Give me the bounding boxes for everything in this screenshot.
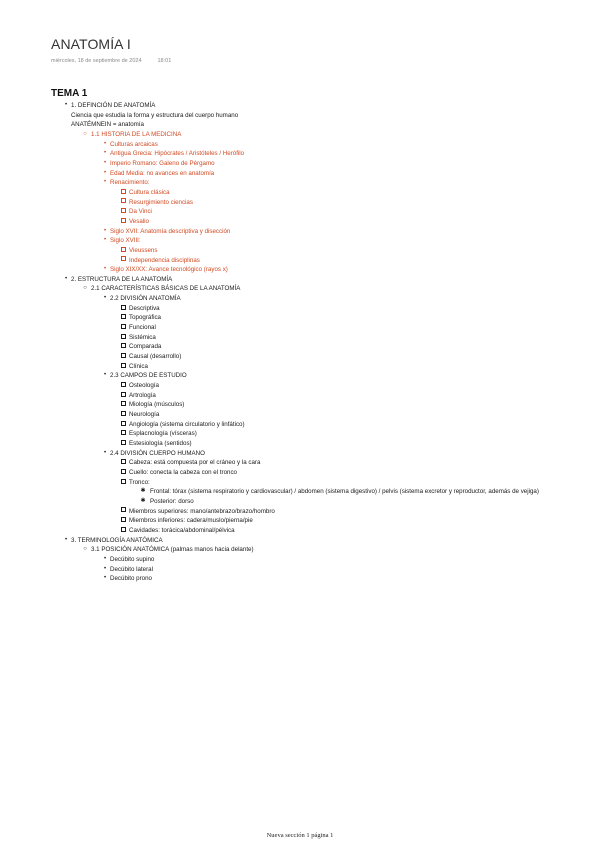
bullet-square-icon (119, 217, 127, 227)
outline-item: • Siglo XVII: Anatomía descriptiva y disección (62, 227, 592, 237)
bullet-square-icon (119, 391, 127, 401)
bullet-dot-icon: • (103, 227, 107, 234)
page-footer: Nueva sección 1 página 1 (266, 832, 334, 839)
outline-text: ANATÉMNEIN = anatomía (71, 121, 144, 129)
outline-item: Sistémica (62, 333, 592, 343)
bullet-square-icon (119, 333, 127, 343)
bullet-square-icon (119, 246, 127, 256)
outline-item: • 2.2 DIVISIÓN ANATOMÍA (62, 294, 592, 304)
bullet-dot-icon: • (103, 266, 107, 273)
outline-item: Independencia disciplinas (62, 256, 592, 266)
outline-item: Funcional (62, 323, 592, 333)
bullet-dot-icon: • (64, 102, 68, 108)
page-meta (51, 58, 171, 64)
bullet-square-icon (119, 468, 127, 478)
bullet-square-icon (119, 400, 127, 410)
outline-item: Vieussens (62, 246, 592, 256)
outline-item: Topográfica (62, 313, 592, 323)
outline-item: • Culturas arcaicas (62, 140, 592, 150)
bullet-square-icon (119, 256, 127, 266)
bullet-square-icon (119, 323, 127, 333)
bullet-dot-icon: • (64, 275, 68, 282)
bullet-square-icon (119, 429, 127, 439)
bullet-dot-icon: • (103, 449, 107, 456)
page-date: miércoles, 18 de septiembre de 2024 (51, 58, 142, 64)
outline-item: Vesalio (62, 217, 592, 227)
outline-item: • Siglo XIX/XX: Avance tecnológico (rayos x) (62, 265, 592, 275)
outline-item: ○ 1.1 HISTORIA DE LA MEDICINA (62, 130, 592, 140)
bullet-dot-icon: • (103, 159, 107, 166)
outline-item: Miembros superiores: mano/antebrazo/brazo/hombro (62, 507, 592, 517)
bullet-dot-icon: • (103, 575, 107, 582)
bullet-dot-icon: • (103, 169, 107, 176)
outline-item: • Imperio Romano: Galeno de Pérgamo (62, 159, 592, 169)
outline-item: • 1. DEFINCIÓN DE ANATOMÍA (62, 101, 592, 111)
bullet-square-icon (119, 313, 127, 323)
outline-item: • 2. ESTRUCTURA DE LA ANATOMÍA (62, 275, 592, 285)
bullet-square-icon (119, 410, 127, 420)
outline-item: Cavidades: torácica/abdominal/pélvica (62, 526, 592, 536)
outline-item: Miembros inferiores: cadera/muslo/pierna/pie (62, 516, 592, 526)
bullet-dot-icon: • (64, 536, 68, 543)
bullet-square-icon (119, 458, 127, 468)
bullet-circle-icon: ○ (83, 130, 87, 137)
bullet-dot-icon: • (103, 150, 107, 157)
outline-item: Estesiología (sentidos) (62, 439, 592, 449)
bullet-star-icon: ✱ (140, 488, 146, 495)
outline-item: Da Vinci (62, 207, 592, 217)
bullet-square-icon (119, 478, 127, 488)
bullet-square-icon (119, 526, 127, 536)
outline-item: • Decúbito lateral (62, 565, 592, 575)
outline-item: Osteología (62, 381, 592, 391)
outline-item: Miología (músculos) (62, 400, 592, 410)
outline-item: • 2.3 CAMPOS DE ESTUDIO (62, 371, 592, 381)
bullet-square-icon (119, 507, 127, 517)
bullet-square-icon (119, 207, 127, 217)
bullet-square-icon (119, 342, 127, 352)
page-title: ANATOMÍA I (51, 36, 131, 52)
bullet-square-icon (119, 304, 127, 314)
bullet-square-icon (119, 381, 127, 391)
outline-item: Descriptiva (62, 304, 592, 314)
outline-item: ○ 2.1 CARACTERÍSTICAS BÁSICAS DE LA ANATOMÍA (62, 284, 592, 294)
bullet-square-icon (119, 352, 127, 362)
bullet-square-icon (119, 362, 127, 372)
bullet-square-icon (119, 198, 127, 208)
outline-item: Clínica (62, 362, 592, 372)
outline-item: • 3. TERMINOLOGÍA ANATÓMICA (62, 536, 592, 546)
bullet-dot-icon: • (103, 295, 107, 302)
bullet-square-icon (119, 439, 127, 449)
bullet-dot-icon: • (103, 565, 107, 572)
bullet-dot-icon: • (103, 372, 107, 379)
outline-item: Tronco: (62, 478, 592, 488)
bullet-dot-icon: • (103, 140, 107, 147)
notes-outline (62, 101, 592, 584)
bullet-circle-icon: ○ (83, 546, 87, 553)
outline-item: Causal (desarrollo) (62, 352, 592, 362)
outline-item: Cabeza: está compuesta por el cráneo y la cara (62, 458, 592, 468)
outline-item: ✱ Frontal: tórax (sistema respiratorio y cardiovascular) / abdomen (sistema digestivo) / pelvis (sistema excretor y reproductor, además de vejiga) (140, 488, 539, 496)
outline-item: • Decúbito prono (62, 574, 592, 584)
outline-item: Comparada (62, 342, 592, 352)
outline-item: • Siglo XVIII: (62, 236, 592, 246)
section-heading: TEMA 1 (51, 88, 88, 99)
outline-item: • Antigua Grecia: Hipócrates / Aristóteles / Herófilo (62, 149, 592, 159)
outline-item: Angiología (sistema circulatorio y linfático) (62, 420, 592, 430)
bullet-dot-icon: • (103, 179, 107, 186)
outline-item: • 2.4 DIVISIÓN CUERPO HUMANO (62, 449, 592, 459)
outline-item: Cuello: conecta la cabeza con el tronco (62, 468, 592, 478)
outline-item: Cultura clásica (62, 188, 592, 198)
bullet-circle-icon: ○ (83, 285, 87, 292)
bullet-square-icon (119, 188, 127, 198)
bullet-square-icon (119, 516, 127, 526)
outline-item: • Edad Media: no avances en anatomía (62, 169, 592, 179)
outline-item: ✱ Posterior: dorso (140, 497, 194, 505)
outline-item: ○ 3.1 POSICIÓN ANATÓMICA (palmas manos hacia delante) (62, 545, 592, 555)
bullet-star-icon: ✱ (140, 497, 146, 504)
outline-item: • Renacimiento: (62, 178, 592, 188)
bullet-dot-icon: • (103, 555, 107, 562)
bullet-square-icon (119, 420, 127, 430)
outline-item: Neurología (62, 410, 592, 420)
page-time: 18:01 (157, 58, 172, 64)
bullet-dot-icon: • (103, 237, 107, 244)
outline-item: Artrología (62, 391, 592, 401)
outline-item: Esplacnología (vísceras) (62, 429, 592, 439)
outline-text: Ciencia que estudia la forma y estructura del cuerpo humano (71, 111, 239, 119)
outline-item: • Decúbito supino (62, 555, 592, 565)
outline-item: Resurgimiento ciencias (62, 198, 592, 208)
